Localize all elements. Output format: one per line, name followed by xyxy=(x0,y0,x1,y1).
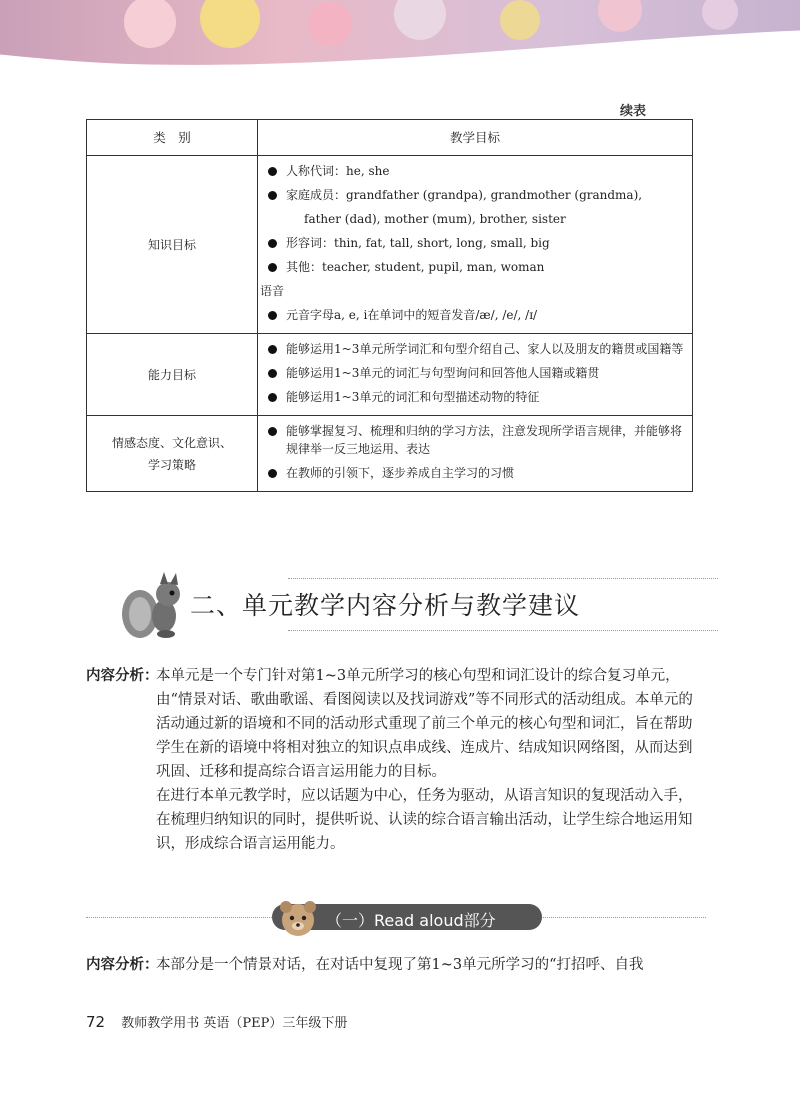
list-item: 能够运用1~3单元所学词汇和句型介绍自己、家人以及朋友的籍贯或国籍等 xyxy=(264,340,686,358)
read-aloud-analysis-block xyxy=(86,953,706,977)
subsection-heading xyxy=(86,898,706,938)
list-item: 能够运用1~3单元的词汇与句型询问和回答他人国籍或籍贯 xyxy=(264,364,686,382)
subsection-title: （一）Read aloud部分 xyxy=(326,911,496,930)
category-cell xyxy=(87,416,258,492)
table-header-row xyxy=(87,120,693,156)
content-analysis-label: 内容分析： xyxy=(86,668,159,684)
category-cell xyxy=(87,334,258,416)
read-aloud-analysis-label: 内容分析： xyxy=(86,957,159,973)
continued-table-label: 续表 xyxy=(620,104,647,119)
category-label-line: 情感态度、文化意识、 xyxy=(111,435,232,450)
table-header-category: 类 别 xyxy=(87,120,258,156)
goals-cell xyxy=(258,416,693,492)
goals-cell xyxy=(258,334,693,416)
list-item-continuation: father (dad), mother (mum), brother, sister xyxy=(304,212,566,226)
table-row-knowledge xyxy=(87,156,693,334)
divider xyxy=(288,578,718,579)
phonics-label: 语音 xyxy=(260,284,285,298)
page-footer xyxy=(86,1012,347,1031)
section-title: 二、单元教学内容分析与教学建议 xyxy=(190,591,581,620)
section-heading xyxy=(118,570,618,642)
teaching-goals-table xyxy=(86,119,693,492)
goals-cell xyxy=(258,156,693,334)
content-analysis-paragraph-2: 在进行本单元教学时，应以话题为中心，任务为驱动，从语言知识的复现活动入手，在梳理归纳知识的同时，提供听说、认读的综合语言输出活动，让学生综合地运用知识，形成综合语言运用能力。 xyxy=(156,788,693,852)
category-cell xyxy=(87,156,258,334)
category-label: 能力目标 xyxy=(147,367,196,382)
table-row-ability xyxy=(87,334,693,416)
list-item: 人称代词：he, she xyxy=(264,162,686,180)
content-analysis-block xyxy=(86,664,706,856)
list-item: 在教师的引领下，逐步养成自主学习的习惯 xyxy=(264,464,686,482)
category-label: 知识目标 xyxy=(147,237,196,252)
list-item: 元音字母a, e, i在单词中的短音发音/æ/, /e/, /ɪ/ xyxy=(264,306,686,324)
page-number: 72 xyxy=(86,1013,106,1031)
list-item: 其他：teacher, student, pupil, man, woman xyxy=(264,258,686,276)
header-floral-banner xyxy=(0,0,800,78)
list-item: 家庭成员：grandfather (grandpa), grandmother (grandma), xyxy=(264,186,686,204)
content-analysis-paragraph-1: 本单元是一个专门针对第1~3单元所学习的核心句型和词汇设计的综合复习单元，由“情景对话、歌曲歌谣、看图阅读以及找词游戏”等不同形式的活动组成。本单元的活动通过新的语境和不同的活动形式重现了前三个单元的核心句型和词汇，旨在帮助学生在新的语境中将相对独立的知识点串成线、连成片、结成知识网络图，从而达到巩固、迁移和提高综合语言运用能力的目标。 xyxy=(156,668,693,780)
list-item: 能够运用1~3单元的词汇和句型描述动物的特征 xyxy=(264,388,686,406)
list-item: 形容词：thin, fat, tall, short, long, small, big xyxy=(264,234,686,252)
table-row-attitude xyxy=(87,416,693,492)
list-item: 能够掌握复习、梳理和归纳的学习方法，注意发现所学语言规律，并能够将规律举一反三地运用、表达 xyxy=(264,422,686,458)
squirrel-mascot-icon xyxy=(118,570,188,642)
read-aloud-analysis-text: 本部分是一个情景对话，在对话中复现了第1~3单元所学习的“打招呼、自我 xyxy=(156,957,644,973)
category-label-line: 学习策略 xyxy=(147,457,196,472)
bear-mascot-icon xyxy=(276,898,320,938)
table-header-goals: 教学目标 xyxy=(258,120,693,156)
book-title: 教师教学用书 英语（PEP）三年级下册 xyxy=(121,1016,348,1031)
divider xyxy=(288,630,718,631)
